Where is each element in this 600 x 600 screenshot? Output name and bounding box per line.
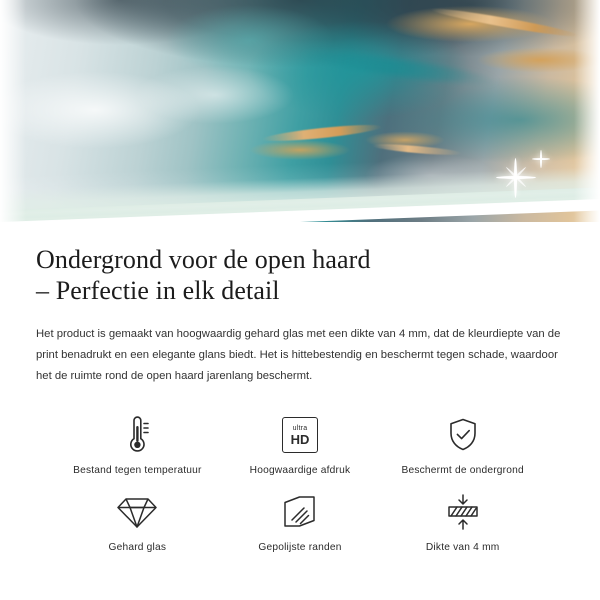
feature-label: Bestand tegen temperatuur [73,465,202,476]
image-right-fade [574,0,600,222]
feature-label: Hoogwaardige afdruk [249,465,351,476]
feature-thickness [381,490,544,553]
marble-glass-artwork [0,0,600,222]
feature-high-quality-print [219,413,382,476]
polished-edges-icon [281,490,319,534]
description-paragraph: Het product is gemaakt van hoogwaardig gehard glas met een dikte van 4 mm, dat de kleurdiepte van de print benadrukt en een elegante glans biedt. Het is hittebestendig en beschermt tegen schade, waardoor het de ruimte rond de open haard jarenlang beschermt. [36,328,561,382]
thickness-icon [441,490,485,534]
hero-product-image [0,0,600,222]
ultra-hd-badge-top: ultra [292,424,308,432]
shield-check-icon [443,413,483,457]
feature-tempered-glass [56,490,219,553]
ultra-hd-icon [282,413,318,457]
page-title-line-2: – Perfectie in elk detail [36,276,280,305]
feature-label: Beschermt de ondergrond [401,465,524,476]
feature-temperature-resistant [56,413,219,476]
feature-label: Gehard glas [108,542,167,553]
diamond-icon [115,490,159,534]
feature-protects-surface [381,413,544,476]
feature-label: Dikte van 4 mm [425,542,500,553]
thermometer-icon [117,413,157,457]
ultra-hd-badge [282,417,318,453]
feature-label: Gepolijste randen [258,542,342,553]
feature-grid [36,413,564,553]
ultra-hd-badge-bottom: HD [290,431,310,447]
description-content [0,244,600,553]
feature-polished-edges [219,490,382,553]
page-title-line-1: Ondergrond voor de open haard [36,245,371,274]
page-title [36,244,564,306]
image-left-fade [0,0,26,222]
